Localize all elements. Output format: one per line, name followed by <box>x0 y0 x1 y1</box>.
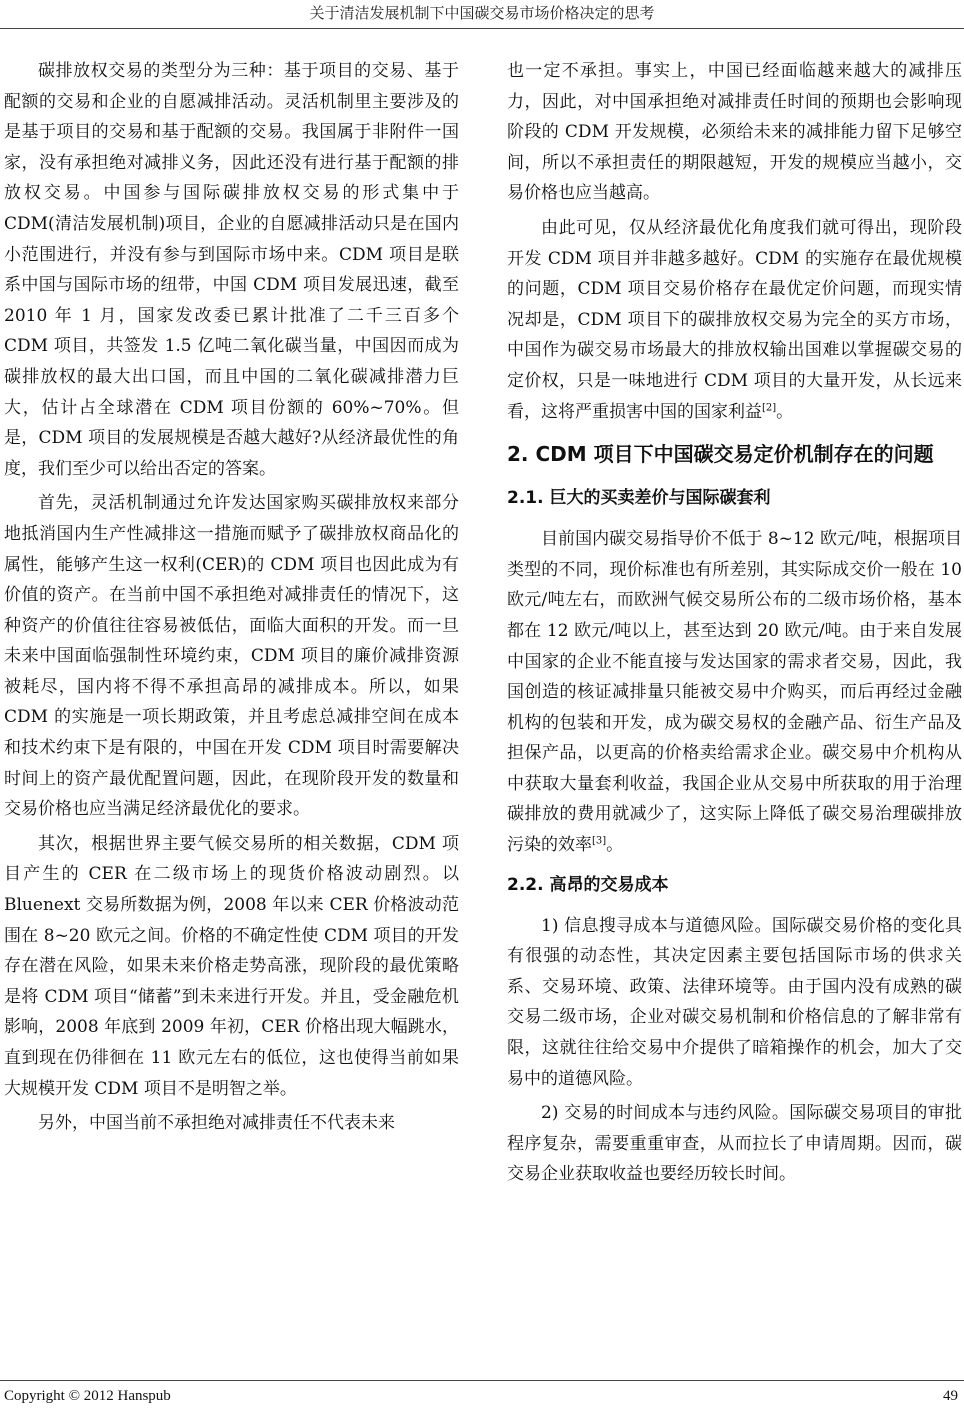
paragraph-text: 目前国内碳交易指导价不低于 8~12 欧元/吨，根据项目类型的不同，现价标准也有所差别，其实际成交价一般在 10 欧元/吨左右，而欧洲气候交易所公布的二级市场价格，基本都在 12 欧元/吨以上，甚至达到 20 欧元/吨。由于来自发展中国家的企业不能直接与发达国家的需求者交易，因此，我国创造的核证减排量只能被交易中介购买，而后再经过金融机构的包装和开发，成为碳交易权的金融产品、衍生产品及担保产品，以更高的价格卖给需求企业。碳交易中介机构从中获取大量套利收益，我国企业从交易中所获取的用于治理碳排放的费用就减少了，这实际上降低了碳交易治理碳排放污染的效率 <box>507 529 962 856</box>
right-column <box>507 56 962 1194</box>
paragraph: 另外，中国当前不承担绝对减排责任不代表未来 <box>38 1113 395 1134</box>
paragraph: 其次，根据世界主要气候交易所的相关数据，CDM 项目产生的 CER 在二级市场上的现货价格波动剧烈。以 Bluenext 交易所数据为例，2008 年以来 CER 价格波动范围在 8~20 欧元之间。价格的不确定性使 CDM 项目的开发存在潜在风险，如果未来价格走势高涨，现阶段的最优策略是将 CDM 项目“储蓄”到未来进行开发。并且，受金融危机影响，2008 年底到 2009 年初，CER 价格出现大幅跳水，直到现在仍徘徊在 11 欧元左右的低位，这也使得当前如果大规模开发 CDM 项目不是明智之举。 <box>4 833 459 1099</box>
paragraph <box>507 213 962 427</box>
copyright-notice: Copyright © 2012 Hanspub <box>4 1388 171 1404</box>
subsection-heading: 2.2. 高昂的交易成本 <box>507 874 669 895</box>
paragraph-end: 。 <box>776 401 794 422</box>
citation-ref: [3] <box>592 835 607 847</box>
paragraph: 也一定不承担。事实上，中国已经面临越来越大的减排压力，因此，对中国承担绝对减排责任时间的预期也会影响现阶段的 CDM 开发规模，必须给未来的减排能力留下足够空间，所以不承担责任的期限越短，开发的规模应当越小，交易价格也应当越高。 <box>507 61 962 204</box>
paragraph: 1) 信息搜寻成本与道德风险。国际碳交易价格的变化具有很强的动态性，其决定因素主要包括国际市场的供求关系、交易环境、政策、法律环境等。由于国内没有成熟的碳交易二级市场，企业对碳交易机制和价格信息的了解非常有限，这就往往给交易中介提供了暗箱操作的机会，加大了交易中的道德风险。 <box>507 915 962 1089</box>
footer-rule <box>0 1380 964 1381</box>
paragraph: 2) 交易的时间成本与违约风险。国际碳交易项目的审批程序复杂，需要重重审查，从而拉长了申请周期。因而，碳交易企业获取收益也要经历较长时间。 <box>507 1103 962 1185</box>
paragraph-end: 。 <box>606 835 624 856</box>
paragraph-text: 由此可见，仅从经济最优化角度我们就可得出，现阶段开发 CDM 项目并非越多越好。CDM 的实施存在最优规模的问题，CDM 项目交易价格存在最优定价问题，而现实情况却是，CDM 项目下的碳排放权交易为完全的买方市场，中国作为碳交易市场最大的排放权输出国难以掌握碳交易的定价权，只是一味地进行 CDM 项目的大量开发，从长远来看，这将严重损害中国的国家利益 <box>507 217 962 422</box>
page-number: 49 <box>943 1388 958 1404</box>
section-heading: 2. CDM 项目下中国碳交易定价机制存在的问题 <box>507 442 934 467</box>
paragraph <box>507 524 962 861</box>
citation-ref: [2] <box>762 401 777 413</box>
paragraph: 碳排放权交易的类型分为三种：基于项目的交易、基于配额的交易和企业的自愿减排活动。灵活机制里主要涉及的是基于项目的交易和基于配额的交易。我国属于非附件一国家，没有承担绝对减排义务，因此还没有进行基于配额的排放权交易。中国参与国际碳排放权交易的形式集中于 CDM(清洁发展机制)项目，企业的自愿减排活动只是在国内小范围进行，并没有参与到国际市场中来。CDM 项目是联系中国与国际市场的纽带，中国 CDM 项目发展迅速，截至 2010 年 1 月，国家发改委已累计批准了二千三百多个 CDM 项目，共签发 1.5 亿吨二氧化碳当量，中国因而成为碳排放权的最大出口国，而且中国的二氧化碳减排潜力巨大，估计占全球潜在 CDM 项目份额的 60%~70%。但是，CDM 项目的发展规模是否越大越好?从经济最优性的角度，我们至少可以给出否定的答案。 <box>4 61 459 479</box>
paragraph: 首先，灵活机制通过允许发达国家购买碳排放权来部分地抵消国内生产性减排这一措施而赋予了碳排放权商品化的属性，能够产生这一权利(CER)的 CDM 项目也因此成为有价值的资产。在当前中国不承担绝对减排责任的情况下，这种资产的价值往往容易被低估，面临大面积的开发。而一旦未来中国面临强制性环境约束，CDM 项目的廉价减排资源被耗尽，国内将不得不承担高昂的减排成本。所以，如果 CDM 的实施是一项长期政策，并且考虑总减排空间在成本和技术约束下是有限的，中国在开发 CDM 项目时需要解决时间上的资产最优配置问题，因此，在现阶段开发的数量和交易价格也应当满足经济最优化的要求。 <box>4 493 459 820</box>
left-column <box>4 56 459 1143</box>
subsection-heading: 2.1. 巨大的买卖差价与国际碳套利 <box>507 488 771 509</box>
header-rule <box>0 28 964 29</box>
running-header: 关于清洁发展机制下中国碳交易市场价格决定的思考 <box>309 4 655 22</box>
